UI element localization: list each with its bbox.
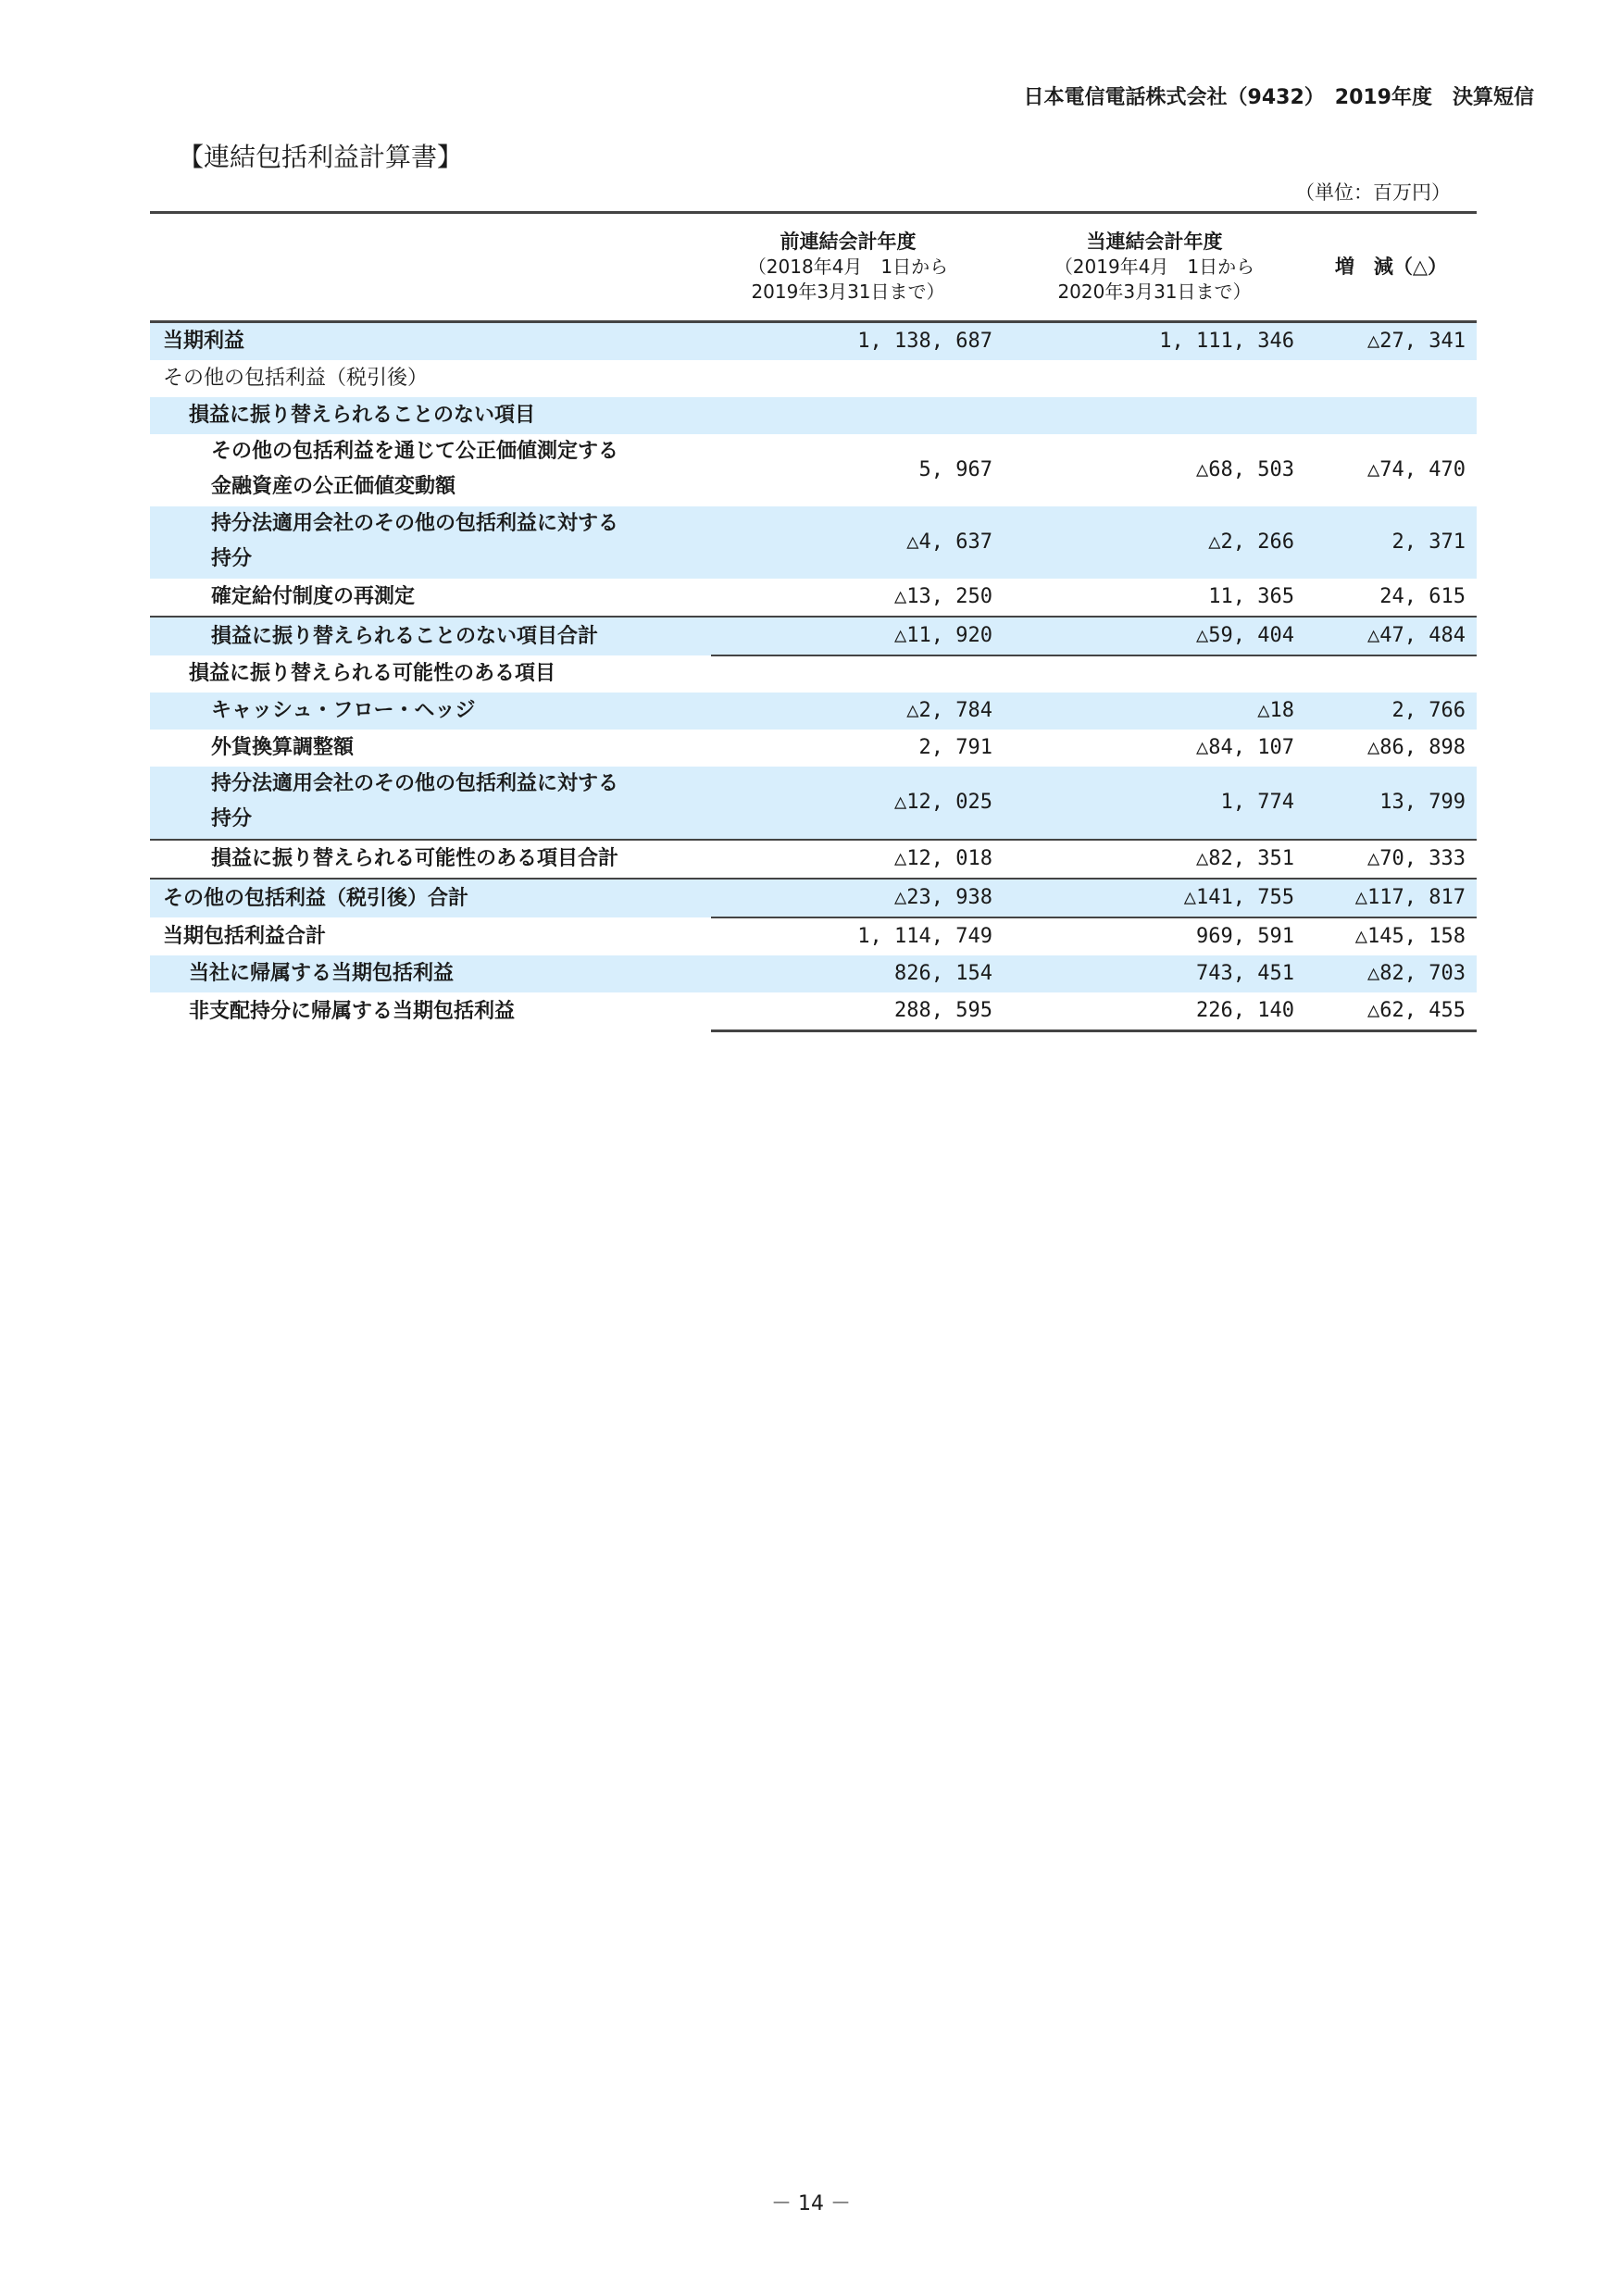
row-label-line-1: その他の包括利益を通じて公正価値測定する	[211, 440, 619, 463]
header-curr-year	[1004, 213, 1305, 322]
change-value: △27, 341	[1305, 322, 1477, 361]
curr-year-value: 969, 591	[1004, 917, 1305, 955]
row-label-line-2: 持分	[211, 547, 253, 570]
curr-year-value: △59, 404	[1004, 617, 1305, 655]
unit-label: （単位：百万円）	[1295, 181, 1451, 204]
prev-year-value: 1, 114, 749	[711, 917, 1004, 955]
row-label: 外貨換算調整額	[211, 736, 355, 759]
row-label: その他の包括利益（税引後）	[163, 367, 429, 390]
change-value	[1305, 655, 1477, 693]
prev-year-value: 1, 138, 687	[711, 322, 1004, 361]
curr-year-period-end: 2020年3月31日まで）	[1057, 281, 1252, 303]
header-label-cell	[150, 213, 711, 322]
change-value: △117, 817	[1305, 879, 1477, 917]
table-header-row	[150, 213, 1477, 322]
table-row	[150, 955, 1477, 992]
prev-year-value: 2, 791	[918, 736, 992, 759]
table-row	[150, 322, 1477, 361]
table-row	[150, 397, 1477, 434]
prev-year-value: 5, 967	[918, 458, 992, 481]
row-label: その他の包括利益（税引後）合計	[150, 879, 711, 917]
prev-year-value: △12, 025	[711, 767, 1004, 840]
prev-year-value: 288, 595	[711, 992, 1004, 1031]
change-value: △74, 470	[1367, 458, 1466, 481]
table-row	[150, 879, 1477, 917]
prev-year-value	[711, 360, 1004, 397]
row-label: 当期包括利益合計	[163, 924, 327, 948]
row-label: 損益に振り替えられる可能性のある項目合計	[150, 840, 711, 879]
table-row	[150, 579, 1477, 617]
header-change: 増 減（△）	[1305, 213, 1477, 322]
change-value: △82, 703	[1305, 955, 1477, 992]
curr-year-value	[1004, 655, 1305, 693]
curr-year-title: 当連結会計年度	[1086, 231, 1223, 253]
table-row	[150, 992, 1477, 1031]
table-row	[150, 840, 1477, 879]
prev-year-value: △11, 920	[711, 617, 1004, 655]
row-label: 非支配持分に帰属する当期包括利益	[189, 999, 516, 1023]
curr-year-value	[1004, 397, 1305, 434]
change-value: △145, 158	[1305, 917, 1477, 955]
row-label: 当社に帰属する当期包括利益	[150, 955, 711, 992]
change-value: △62, 455	[1305, 992, 1477, 1031]
row-label-line-2: 金融資産の公正価値変動額	[211, 475, 456, 498]
prev-year-value: △2, 784	[711, 693, 1004, 730]
prev-year-period-end: 2019年3月31日まで）	[751, 281, 945, 303]
prev-year-value: △13, 250	[894, 585, 992, 608]
table-row	[150, 767, 1477, 840]
change-value: △47, 484	[1305, 617, 1477, 655]
prev-year-value: △23, 938	[711, 879, 1004, 917]
curr-year-value: 1, 774	[1004, 767, 1305, 840]
document-header: 日本電信電話株式会社（9432） 2019年度 決算短信	[1023, 86, 1534, 109]
prev-year-value: △12, 018	[711, 840, 1004, 879]
curr-year-period-start: （2019年4月 1日から	[1054, 256, 1255, 278]
row-label-line-1: 持分法適用会社のその他の包括利益に対する	[211, 512, 619, 535]
table-row	[150, 917, 1477, 955]
row-label: 損益に振り替えられることのない項目合計	[150, 617, 711, 655]
row-label: 当期利益	[150, 322, 711, 361]
header-prev-year	[711, 213, 1004, 322]
row-label	[150, 434, 711, 506]
curr-year-value: △18	[1004, 693, 1305, 730]
curr-year-value: △2, 266	[1004, 506, 1305, 579]
row-label-line-2: 持分	[211, 807, 253, 830]
change-value	[1305, 360, 1477, 397]
table-row	[150, 730, 1477, 767]
table-row	[150, 506, 1477, 579]
table-row	[150, 617, 1477, 655]
table-row	[150, 655, 1477, 693]
row-label	[150, 767, 711, 840]
curr-year-value: 743, 451	[1004, 955, 1305, 992]
prev-year-title: 前連結会計年度	[780, 231, 917, 253]
curr-year-value: △68, 503	[1196, 458, 1294, 481]
curr-year-value: △82, 351	[1004, 840, 1305, 879]
change-value: 13, 799	[1305, 767, 1477, 840]
change-value: 2, 766	[1305, 693, 1477, 730]
prev-year-value	[711, 397, 1004, 434]
row-label	[150, 506, 711, 579]
change-value	[1305, 397, 1477, 434]
row-label: キャッシュ・フロー・ヘッジ	[150, 693, 711, 730]
curr-year-value: △84, 107	[1196, 736, 1294, 759]
curr-year-value: 226, 140	[1004, 992, 1305, 1031]
comprehensive-income-table	[150, 211, 1477, 1032]
prev-year-value: 826, 154	[711, 955, 1004, 992]
row-label: 確定給付制度の再測定	[211, 585, 416, 608]
row-label: 損益に振り替えられることのない項目	[150, 397, 711, 434]
curr-year-value	[1004, 360, 1305, 397]
section-title: 【連結包括利益計算書】	[178, 142, 464, 172]
curr-year-value: 1, 111, 346	[1004, 322, 1305, 361]
table-row	[150, 434, 1477, 506]
curr-year-value: 11, 365	[1208, 585, 1294, 608]
prev-year-period-start: （2018年4月 1日から	[747, 256, 949, 278]
change-value: △86, 898	[1367, 736, 1466, 759]
prev-year-value	[711, 655, 1004, 693]
prev-year-value: △4, 637	[711, 506, 1004, 579]
curr-year-value: △141, 755	[1004, 879, 1305, 917]
table-row	[150, 360, 1477, 397]
table-row	[150, 693, 1477, 730]
row-label: 損益に振り替えられる可能性のある項目	[189, 662, 556, 685]
change-value: 24, 615	[1379, 585, 1466, 608]
change-value: 2, 371	[1305, 506, 1477, 579]
change-value: △70, 333	[1305, 840, 1477, 879]
page-number: － 14 －	[771, 2192, 851, 2215]
row-label-line-1: 持分法適用会社のその他の包括利益に対する	[211, 772, 619, 795]
